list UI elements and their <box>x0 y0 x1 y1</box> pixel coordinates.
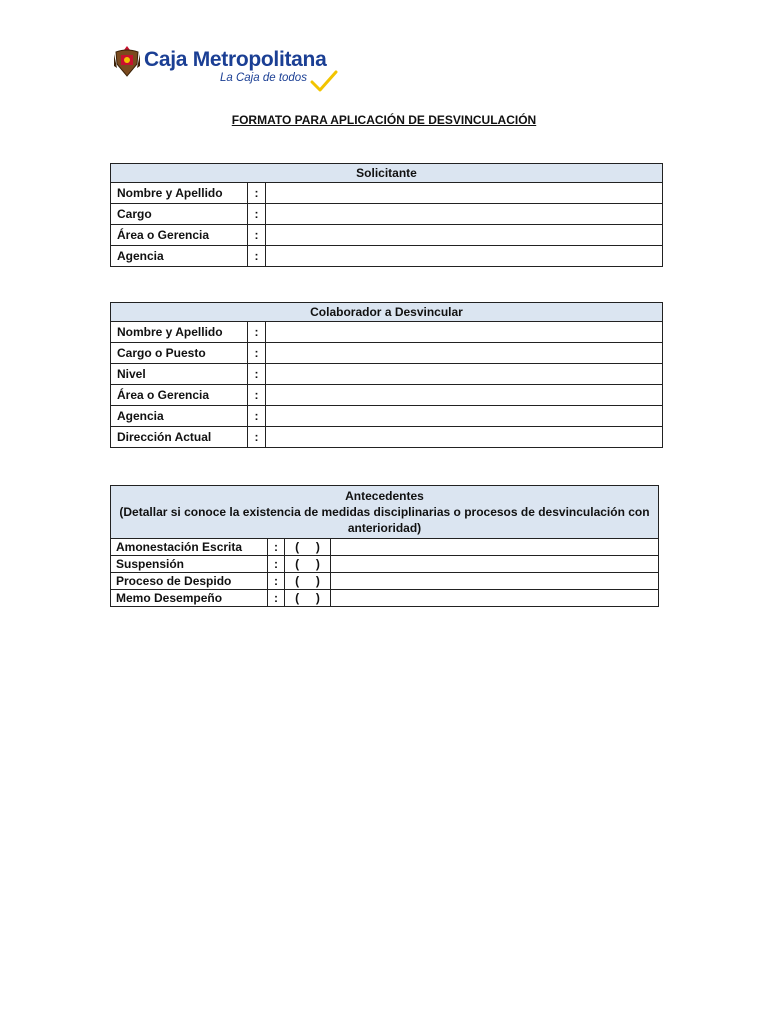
field-separator: : <box>248 406 266 427</box>
field-separator: : <box>268 573 285 590</box>
field-separator: : <box>248 343 266 364</box>
field-label: Memo Desempeño <box>111 590 268 607</box>
colaborador-nivel-field[interactable] <box>266 364 663 385</box>
antecedentes-title: Antecedentes <box>345 489 424 503</box>
table-row <box>111 225 663 246</box>
antecedentes-subtitle: (Detallar si conoce la existencia de medidas disciplinarias o procesos de desvinculación con anterioridad) <box>119 505 650 535</box>
table-row <box>111 590 659 607</box>
table-row <box>111 556 659 573</box>
coat-of-arms-icon <box>112 44 142 78</box>
field-label: Área o Gerencia <box>111 385 248 406</box>
table-row <box>111 427 663 448</box>
colaborador-name-field[interactable] <box>266 322 663 343</box>
field-label: Nombre y Apellido <box>111 322 248 343</box>
solicitante-heading: Solicitante <box>111 164 663 183</box>
memo-checkbox[interactable]: ( ) <box>285 590 331 607</box>
table-row <box>111 573 659 590</box>
field-separator: : <box>248 183 266 204</box>
solicitante-area-field[interactable] <box>266 225 663 246</box>
field-separator: : <box>248 204 266 225</box>
field-separator: : <box>268 590 285 607</box>
table-row <box>111 539 659 556</box>
page-title: FORMATO PARA APLICACIÓN DE DESVINCULACIÓN <box>231 113 537 127</box>
despido-checkbox[interactable]: ( ) <box>285 573 331 590</box>
suspension-checkbox[interactable]: ( ) <box>285 556 331 573</box>
table-row <box>111 364 663 385</box>
table-row <box>111 246 663 267</box>
brand-tagline: La Caja de todos <box>220 72 307 84</box>
memo-detail-field[interactable] <box>331 590 659 607</box>
solicitante-name-field[interactable] <box>266 183 663 204</box>
company-logo <box>112 44 342 98</box>
field-label: Amonestación Escrita <box>111 539 268 556</box>
field-label: Proceso de Despido <box>111 573 268 590</box>
solicitante-cargo-field[interactable] <box>266 204 663 225</box>
field-separator: : <box>248 364 266 385</box>
table-row <box>111 343 663 364</box>
despido-detail-field[interactable] <box>331 573 659 590</box>
field-label: Agencia <box>111 406 248 427</box>
field-label: Agencia <box>111 246 248 267</box>
brand-name: Caja Metropolitana <box>144 48 327 71</box>
field-label: Área o Gerencia <box>111 225 248 246</box>
table-row <box>111 406 663 427</box>
field-separator: : <box>248 322 266 343</box>
solicitante-agencia-field[interactable] <box>266 246 663 267</box>
table-row <box>111 183 663 204</box>
amonestacion-detail-field[interactable] <box>331 539 659 556</box>
colaborador-agencia-field[interactable] <box>266 406 663 427</box>
checkmark-icon <box>310 70 338 94</box>
field-separator: : <box>248 427 266 448</box>
field-separator: : <box>248 385 266 406</box>
field-label: Cargo o Puesto <box>111 343 248 364</box>
colaborador-table <box>110 302 663 448</box>
antecedentes-table <box>110 485 659 607</box>
field-label: Suspensión <box>111 556 268 573</box>
suspension-detail-field[interactable] <box>331 556 659 573</box>
colaborador-heading: Colaborador a Desvincular <box>111 303 663 322</box>
field-separator: : <box>268 556 285 573</box>
colaborador-area-field[interactable] <box>266 385 663 406</box>
field-separator: : <box>268 539 285 556</box>
antecedentes-heading <box>111 486 659 539</box>
field-label: Cargo <box>111 204 248 225</box>
table-row <box>111 204 663 225</box>
table-row <box>111 322 663 343</box>
field-label: Nivel <box>111 364 248 385</box>
table-row <box>111 385 663 406</box>
field-label: Dirección Actual <box>111 427 248 448</box>
colaborador-cargo-field[interactable] <box>266 343 663 364</box>
amonestacion-checkbox[interactable]: ( ) <box>285 539 331 556</box>
colaborador-direccion-field[interactable] <box>266 427 663 448</box>
field-label: Nombre y Apellido <box>111 183 248 204</box>
field-separator: : <box>248 246 266 267</box>
field-separator: : <box>248 225 266 246</box>
solicitante-table <box>110 163 663 267</box>
